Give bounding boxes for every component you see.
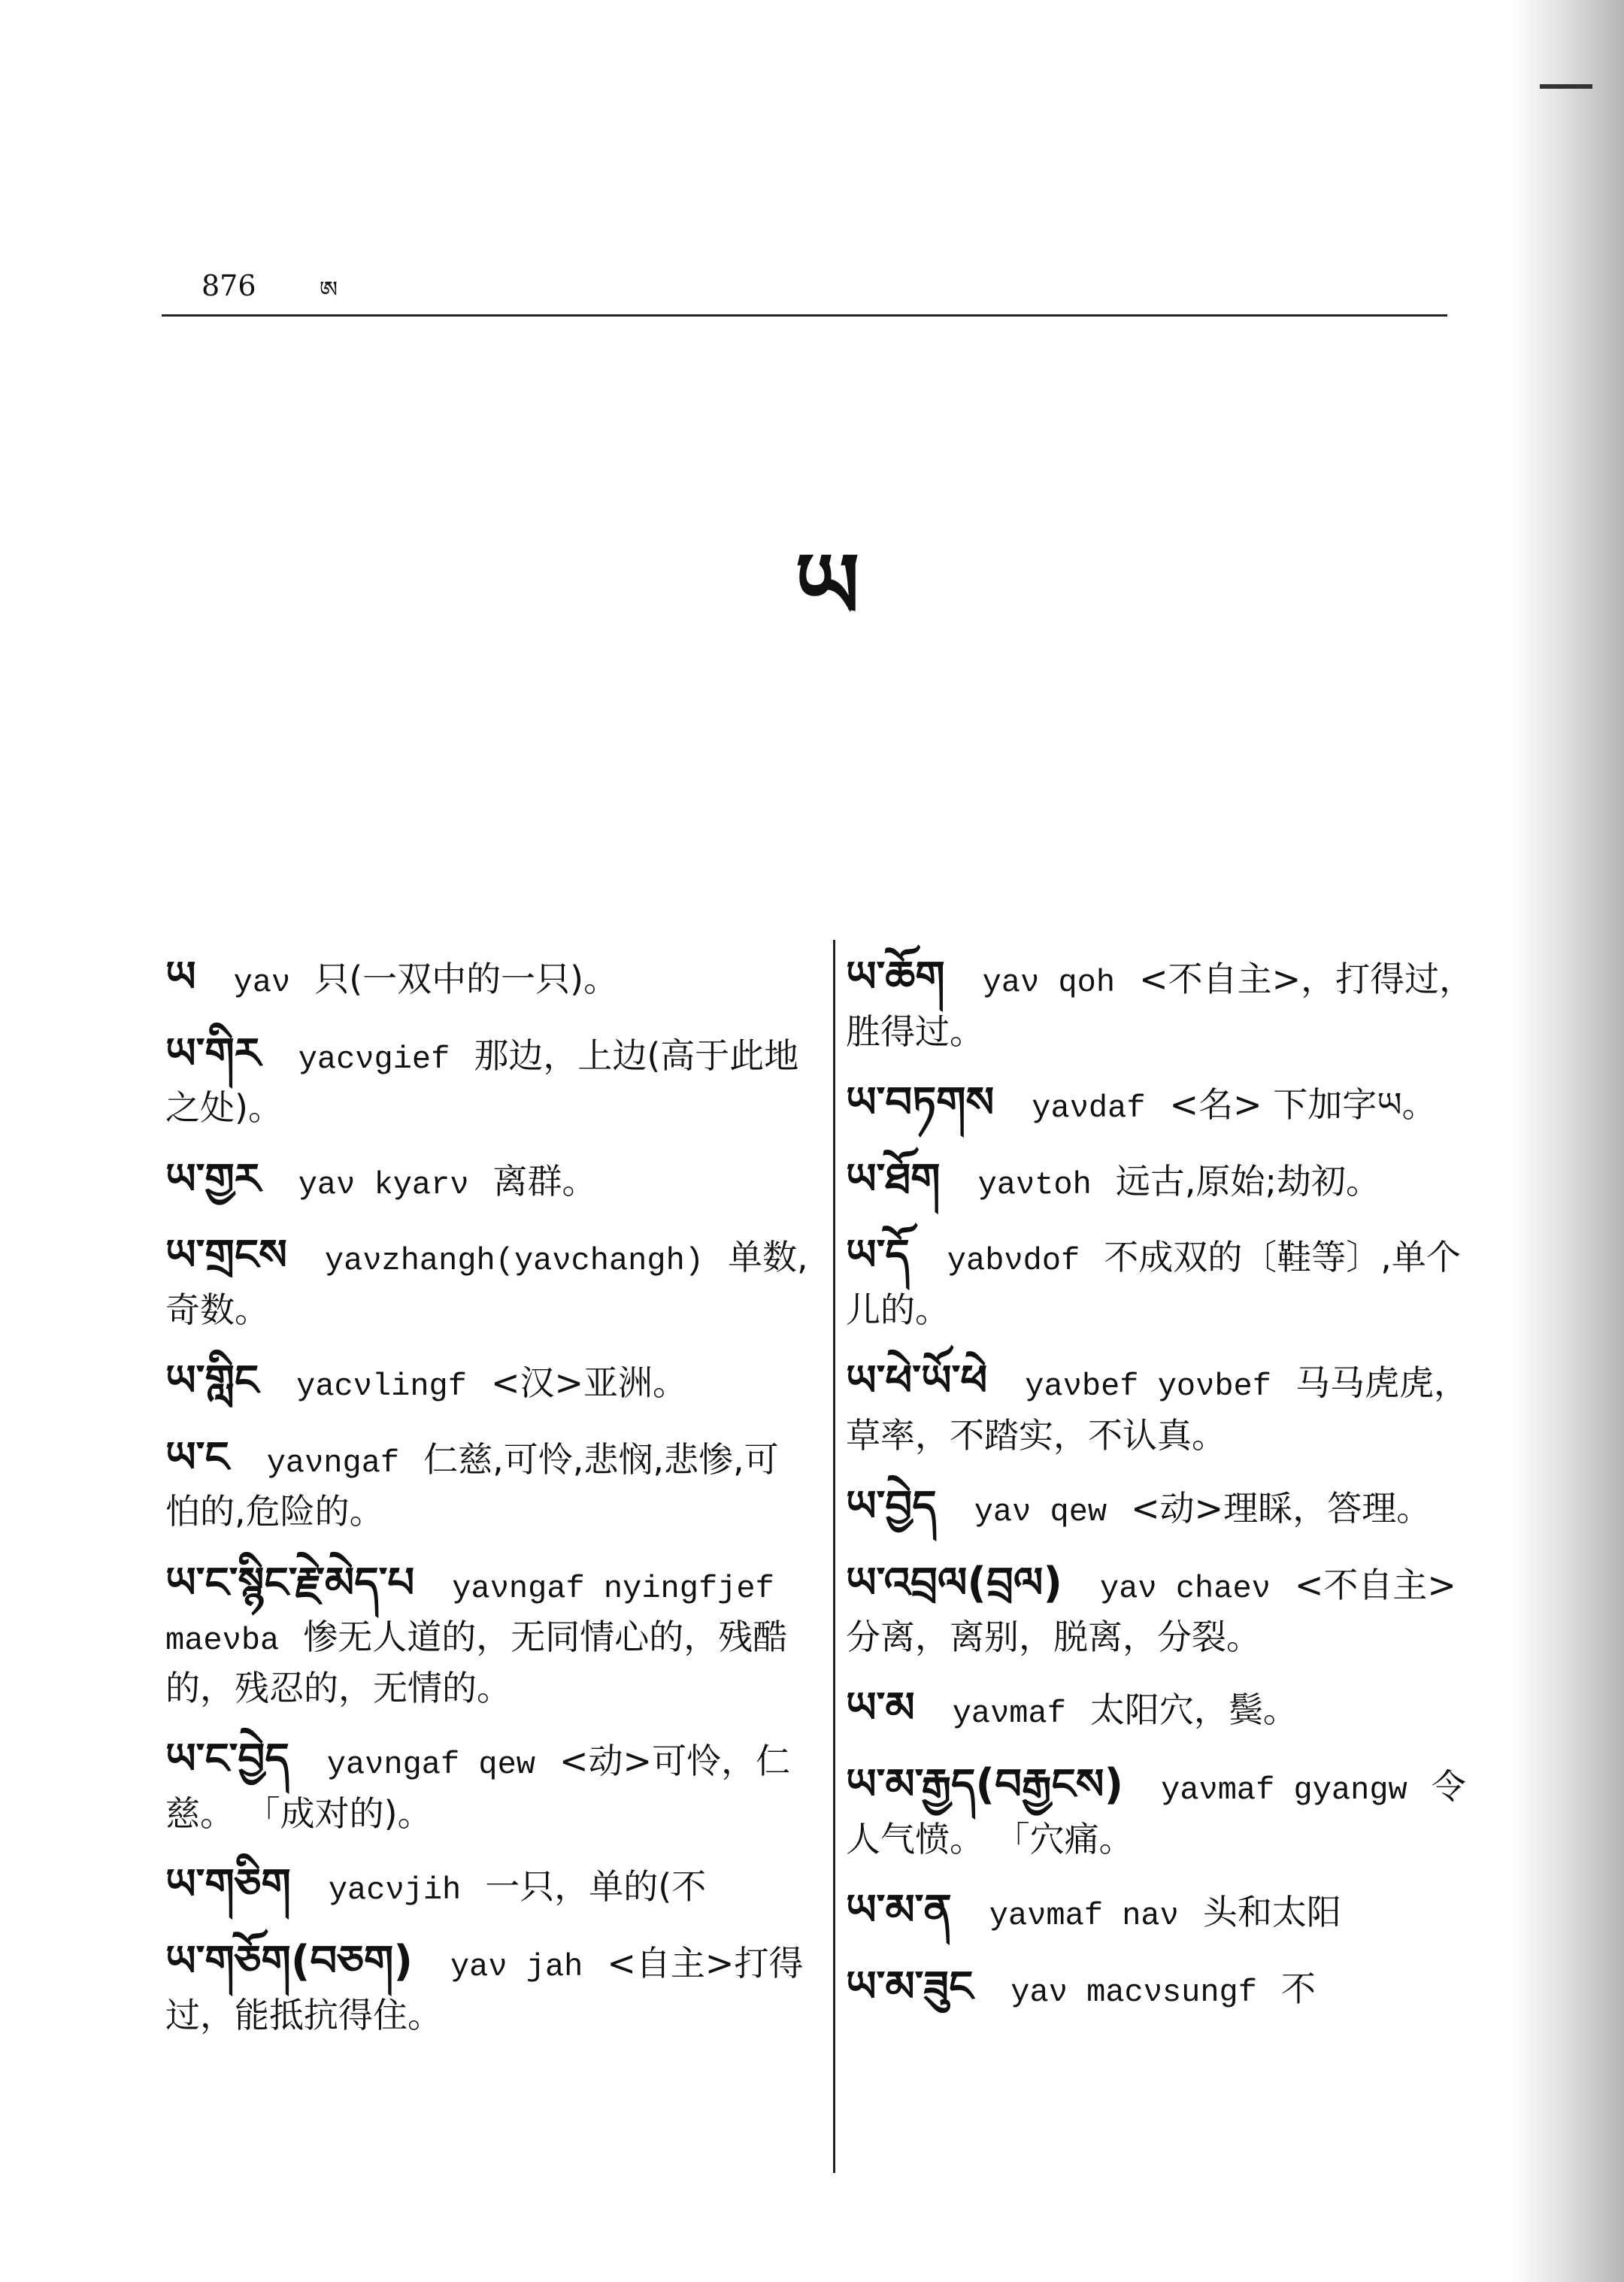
entry-gloss: 头和太阳 — [1202, 1891, 1341, 1932]
entry-gloss: <不自主>，打得过，胜得过。 — [846, 959, 1474, 1052]
header-rule — [162, 314, 1447, 317]
entry-romanization: yaν kyarν — [298, 1166, 469, 1203]
entry-gloss: 一只，单的(不 — [485, 1866, 707, 1908]
entry-romanization: yaνngaf nyingfjef maeνba — [165, 1570, 774, 1659]
dictionary-entry — [846, 1073, 1477, 1133]
entry-headword: ཡ་བཏགས — [846, 1077, 995, 1127]
entry-romanization: yaν qew — [974, 1493, 1107, 1530]
entry-headword: ཡ་གྱར — [165, 1154, 261, 1204]
entry-romanization: yaνbef yoνbef — [1025, 1368, 1271, 1405]
dictionary-entry — [165, 1150, 812, 1210]
entry-romanization: yaνtoh — [977, 1166, 1092, 1203]
entry-headword: ཡ་གྲངས — [165, 1231, 287, 1280]
entry-romanization: yacνgief — [298, 1041, 450, 1077]
entry-romanization: yaνzhangh(yaνchangh) — [324, 1243, 704, 1280]
entry-headword: ཡ་ཐོག — [846, 1154, 941, 1204]
header-mark: ཨ — [320, 277, 338, 303]
left-column — [165, 947, 812, 2057]
dictionary-entry — [165, 1428, 812, 1537]
entry-gloss: <汉>亚洲。 — [490, 1362, 688, 1403]
entry-headword: ཡ་མ་ན — [846, 1885, 952, 1935]
entry-headword: ཡ་ང་སྙིང་རྗེ་མེད་པ — [165, 1558, 415, 1608]
dictionary-entry — [165, 1024, 812, 1133]
entry-gloss: <名> 下加字ཡ。 — [1169, 1083, 1437, 1125]
entry-romanization: yaν macνsungf — [1010, 1974, 1257, 2011]
dictionary-entry — [846, 1957, 1477, 2017]
entry-romanization: yacνlingf — [296, 1368, 467, 1405]
entry-headword: ཡ — [165, 953, 196, 1002]
entry-romanization: yaν jah — [450, 1948, 583, 1985]
entry-headword: ཡ་གིར — [165, 1029, 261, 1078]
right-column — [846, 947, 1477, 2033]
entry-headword: ཡ་གཅོག(བཅག) — [165, 1936, 413, 1986]
entry-headword: ཡ་གཅིག — [165, 1860, 291, 1910]
entry-headword: ཡ་མ་རྒྱད(བརྒྱངས) — [846, 1760, 1124, 1809]
entry-gloss: 不成双的〔鞋等〕,单个儿的。 — [846, 1237, 1461, 1330]
entry-romanization: yaν chaeν — [1100, 1570, 1271, 1607]
entry-romanization: yaνmaf — [952, 1696, 1066, 1732]
entry-gloss: 惨无人道的，无同情心的，残酷的，残忍的，无情的。 — [165, 1617, 788, 1708]
dictionary-entry — [846, 947, 1477, 1056]
entry-romanization: yaνmaf gyangw — [1161, 1772, 1407, 1808]
dictionary-entry — [165, 1855, 812, 1915]
scan-edge-mark — [1540, 84, 1592, 89]
dictionary-entry — [846, 1150, 1477, 1210]
entry-headword: ཡ་ཆོག — [846, 953, 945, 1002]
entry-gloss: 太阳穴，鬓。 — [1089, 1690, 1298, 1731]
entry-gloss: 离群。 — [492, 1160, 597, 1202]
entry-romanization: yaν — [233, 965, 291, 1001]
dictionary-entry — [846, 1477, 1477, 1537]
entry-headword: ཡ་མ — [846, 1683, 915, 1733]
dictionary-entry — [165, 1932, 812, 2041]
entry-headword: ཡ་གླིང — [165, 1356, 259, 1405]
dictionary-entry — [846, 1553, 1477, 1662]
dictionary-entry — [165, 1351, 812, 1411]
entry-romanization: yacνjih — [328, 1872, 462, 1909]
entry-romanization: yaνdaf — [1032, 1089, 1146, 1126]
dictionary-entry — [846, 1226, 1477, 1335]
column-divider — [833, 940, 835, 2173]
entry-gloss: 不 — [1280, 1968, 1316, 2009]
entry-headword: ཡ་འབྲལ(བྲལ) — [846, 1558, 1063, 1608]
entry-gloss: <不自主>分离，离别，脱离，分裂。 — [846, 1564, 1456, 1658]
entry-romanization: yaνngaf — [266, 1444, 400, 1481]
entry-headword: ཡ་ང་བྱེད — [165, 1735, 289, 1784]
entry-gloss: 单数,奇数。 — [165, 1237, 808, 1330]
dictionary-entry — [846, 1678, 1477, 1738]
entry-gloss: <动>可怜，仁慈。 「成对的)。 — [165, 1741, 791, 1834]
entry-headword: ཡ་ང — [165, 1432, 229, 1482]
entry-romanization: yabνdof — [947, 1243, 1080, 1280]
entry-romanization: yaνmaf naν — [989, 1897, 1179, 1934]
dictionary-entry — [165, 1729, 812, 1838]
entry-romanization: yaν qoh — [982, 965, 1116, 1001]
entry-headword: ཡ་དོ — [846, 1231, 910, 1280]
page-number: 876 — [201, 269, 256, 302]
entry-headword: ཡ་བྱེད — [846, 1481, 937, 1531]
scan-shadow-edge — [1511, 0, 1624, 2282]
entry-gloss: 马马虎虎，草率，不踏实，不认真。 — [846, 1362, 1468, 1456]
entry-gloss: <自主>打得过，能抵抗得住。 — [165, 1942, 804, 2036]
entry-headword: ཡ་མ་ཟུང — [846, 1962, 974, 2011]
dictionary-entry — [846, 1880, 1477, 1941]
entry-gloss: <动>理睬，答理。 — [1131, 1487, 1432, 1529]
section-letter: ཡ — [794, 533, 860, 639]
dictionary-entry — [165, 1226, 812, 1335]
entry-headword: ཡ་ཕེ་ཡོ་ཕེ — [846, 1356, 988, 1405]
entry-gloss: 令人气愤。 「穴痛。 — [846, 1766, 1466, 1859]
dictionary-entry — [165, 947, 812, 1008]
dictionary-entry — [846, 1755, 1477, 1864]
entry-gloss: 远古,原始;劫初。 — [1115, 1160, 1380, 1202]
dictionary-entry — [165, 1553, 812, 1714]
entry-gloss: 那边，上边(高于此地之处)。 — [165, 1035, 799, 1129]
dictionary-entry — [846, 1351, 1477, 1460]
entry-gloss: 只(一双中的一只)。 — [314, 959, 619, 999]
entry-gloss: 仁慈,可怜,悲悯,悲惨,可怕的,危险的。 — [165, 1438, 779, 1532]
entry-romanization: yaνngaf qew — [326, 1747, 536, 1783]
